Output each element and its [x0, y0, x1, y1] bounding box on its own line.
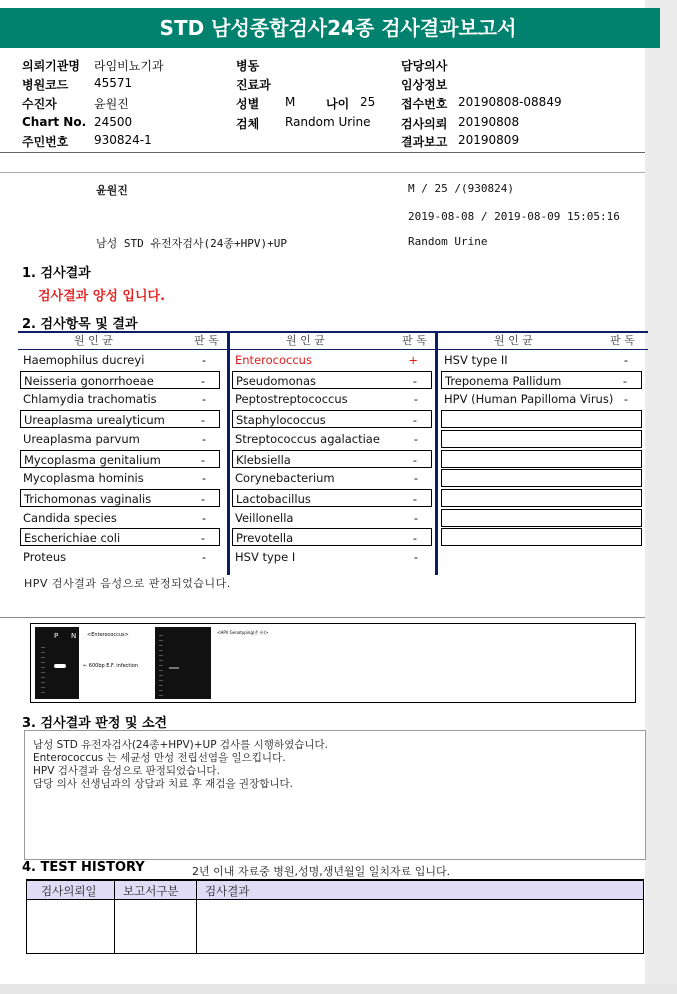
report-test-name: 남성 STD 유전자검사(24종+HPV)+UP [96, 237, 287, 250]
organism-result: - [201, 353, 206, 367]
organism-name: Pseudomonas [236, 373, 316, 388]
organism-row [20, 390, 220, 408]
hdr-resident-no: 주민번호 930824-1 [22, 133, 152, 149]
opinion-box [24, 730, 646, 860]
hdr-specimen-value: Random Urine [285, 115, 371, 129]
organism-row [232, 430, 432, 448]
hdr-report-date: 결과보고 20190809 [401, 133, 520, 149]
organism-name: Lactobacillus [236, 491, 311, 506]
organism-row [232, 509, 432, 527]
organism-result: - [200, 413, 205, 428]
hdr-institution: 의뢰기관명 라임비뇨기과 [22, 59, 164, 73]
hdr-sex-value: M [285, 95, 296, 109]
gel-title-right: <HPV Genotyping(총 유)> [217, 630, 269, 635]
hdr-age-value: 25 [360, 95, 376, 109]
organism-row [441, 528, 642, 546]
organism-name: Mycoplasma hominis [23, 471, 144, 486]
organism-row [232, 390, 432, 408]
organism-row [232, 351, 432, 369]
organism-name: Ureaplasma parvum [23, 431, 140, 446]
organism-result: - [412, 452, 417, 467]
results-grid-header [18, 331, 648, 350]
organism-name: HPV (Human Papilloma Virus) [444, 392, 614, 407]
organism-result: - [412, 491, 417, 506]
gel-band [54, 664, 66, 668]
col3-result-header: 판 독 [610, 334, 635, 347]
report-title: STD 남성종합검사24종 검사결과보고서 [0, 8, 676, 48]
organism-result: - [623, 392, 628, 407]
organism-row [20, 509, 220, 527]
organism-result: + [408, 353, 418, 367]
gel-left: P N [35, 627, 79, 699]
organism-row [441, 430, 642, 448]
organism-row [441, 489, 642, 507]
organism-name: Proteus [23, 550, 67, 564]
organism-row [441, 469, 642, 487]
organism-name: Escherichiae coli [24, 531, 121, 546]
report-patient-name: 윤원진 [96, 184, 128, 197]
section2-title: 2. 검사항목 및 결과 [22, 317, 138, 332]
header-divider [0, 152, 645, 153]
organism-result: - [200, 531, 205, 546]
gel-ladder-right [159, 631, 163, 697]
hdr-sex-label: 성별 [236, 97, 260, 111]
organism-row [20, 351, 220, 369]
col2-organism-header: 원 인 균 [286, 334, 325, 347]
history-col-result: 검사결과 [205, 884, 250, 898]
organism-result: - [200, 491, 205, 506]
organism-row [20, 450, 220, 468]
section4-title: 4. TEST HISTORY [22, 860, 145, 875]
organism-name: Streptococcus agalactiae [235, 431, 380, 446]
organism-row [232, 371, 432, 389]
col1-organism-header: 원 인 균 [74, 334, 113, 347]
organism-row [441, 450, 642, 468]
organism-row [20, 371, 220, 389]
bottom-gutter [0, 984, 677, 994]
history-sep-1 [114, 881, 115, 953]
opinion-line-2: Enterococcus 는 세균성 만성 전립선염을 일으킵니다. [33, 752, 286, 764]
organism-row [232, 528, 432, 546]
history-note: 2년 이내 자료중 병원,성명,생년월일 일치자료 입니다. [192, 865, 451, 878]
history-table-header [27, 881, 643, 900]
organism-row [232, 548, 432, 566]
gel-title-left: <Enterococcus> [87, 632, 129, 638]
positive-result-text: 검사결과 양성 입니다. [38, 289, 166, 304]
organism-result: - [200, 452, 205, 467]
organism-name: Candida species [23, 510, 117, 525]
hdr-dept-label: 진료과 [236, 78, 271, 92]
gel-image-panel [30, 623, 636, 703]
hdr-age-label: 나이 [326, 97, 350, 111]
organism-name: Corynebacterium [235, 471, 335, 486]
organism-row [232, 469, 432, 487]
hdr-patient: 수진자 윤원진 [22, 97, 129, 111]
organism-result: - [413, 392, 418, 407]
grid-separator-1 [227, 331, 230, 575]
organism-row [20, 528, 220, 546]
section1-title: 1. 검사결과 [22, 266, 91, 281]
organism-result: - [201, 392, 206, 407]
hpv-note: HPV 검사결과 음성으로 판정되었습니다. [24, 577, 231, 590]
history-sep-2 [196, 881, 197, 953]
hdr-clinical-info: 임상정보 [401, 78, 448, 92]
history-col-report-type: 보고서구분 [123, 884, 179, 898]
organism-result: - [413, 431, 418, 446]
organism-name: Enterococcus [235, 353, 312, 367]
organism-name: Ureaplasma urealyticum [24, 413, 165, 428]
opinion-line-1: 남성 STD 유전자검사(24종+HPV)+UP 검사를 시행하였습니다. [33, 739, 329, 751]
hdr-accession-no: 접수번호 20190808-08849 [401, 95, 562, 111]
organism-row [20, 430, 220, 448]
organism-row [20, 469, 220, 487]
organism-result: - [412, 373, 417, 388]
organism-name: Neisseria gonorrhoeae [24, 373, 154, 388]
organism-name: Treponema Pallidum [445, 373, 562, 388]
organism-result: - [413, 471, 418, 486]
opinion-line-4: 담당 의사 선생님과의 상담과 치료 후 재검을 권장합니다. [33, 778, 293, 790]
organism-result: - [201, 510, 206, 525]
organism-name: Chlamydia trachomatis [23, 392, 157, 407]
col2-result-header: 판 독 [402, 334, 427, 347]
organism-row [441, 351, 642, 369]
organism-name: Staphylococcus [236, 413, 326, 428]
organism-name: Haemophilus ducreyi [23, 353, 145, 367]
organism-row [232, 450, 432, 468]
header-divider-2 [0, 172, 645, 173]
report-specimen: Random Urine [408, 235, 488, 248]
organism-result: - [201, 471, 206, 486]
report-sex-age: M / 25 /(930824) [408, 182, 514, 195]
gel-right [155, 627, 211, 699]
organism-name: Peptostreptococcus [235, 392, 348, 407]
hdr-chart-no: Chart No. 24500 [22, 115, 133, 129]
organism-row [20, 548, 220, 566]
col1-result-header: 판 독 [194, 334, 219, 347]
organism-result: - [622, 373, 627, 388]
organism-row [232, 489, 432, 507]
gel-ladder-left [41, 643, 45, 695]
col3-organism-header: 원 인 균 [494, 334, 533, 347]
hdr-ward-label: 병동 [236, 59, 260, 73]
hdr-hospital-code: 병원코드 45571 [22, 76, 133, 92]
organism-name: HSV type II [444, 353, 508, 367]
organism-row [441, 410, 642, 428]
hdr-request-date: 검사의뢰 20190808 [401, 115, 520, 131]
opinion-line-3: HPV 검사결과 음성으로 판정되었습니다. [33, 765, 220, 777]
gel-band-faint [169, 667, 179, 669]
section3-title: 3. 검사결과 판정 및 소견 [22, 716, 168, 731]
organism-result: - [201, 431, 206, 446]
organism-row [20, 410, 220, 428]
gel-band-label: ← 600bp E.F. infection [83, 663, 138, 669]
organism-result: - [201, 550, 206, 564]
history-col-request-date: 검사의뢰일 [41, 884, 97, 898]
organism-name: Prevotella [236, 531, 294, 546]
organism-name: Trichomonas vaginalis [24, 491, 152, 506]
organism-row [20, 489, 220, 507]
report-dates: 2019-08-08 / 2019-08-09 15:05:16 [408, 210, 620, 223]
organism-result: - [413, 550, 418, 564]
organism-result: - [412, 531, 417, 546]
organism-name: Klebsiella [236, 452, 291, 467]
organism-name: Veillonella [235, 510, 294, 525]
history-table [26, 879, 644, 954]
organism-result: - [200, 373, 205, 388]
right-gutter [660, 0, 677, 994]
organism-row [441, 390, 642, 408]
organism-row [441, 371, 642, 389]
hdr-doctor: 담당의사 [401, 59, 448, 73]
grid-separator-2 [435, 331, 438, 575]
organism-result: - [412, 413, 417, 428]
organism-row [441, 509, 642, 527]
organism-result: - [413, 510, 418, 525]
organism-result: - [623, 353, 628, 367]
grid-bottom-divider [0, 617, 645, 618]
organism-row [232, 410, 432, 428]
organism-name: Mycoplasma genitalium [24, 452, 161, 467]
organism-name: HSV type I [235, 550, 296, 564]
hdr-specimen-label: 검체 [236, 117, 260, 131]
